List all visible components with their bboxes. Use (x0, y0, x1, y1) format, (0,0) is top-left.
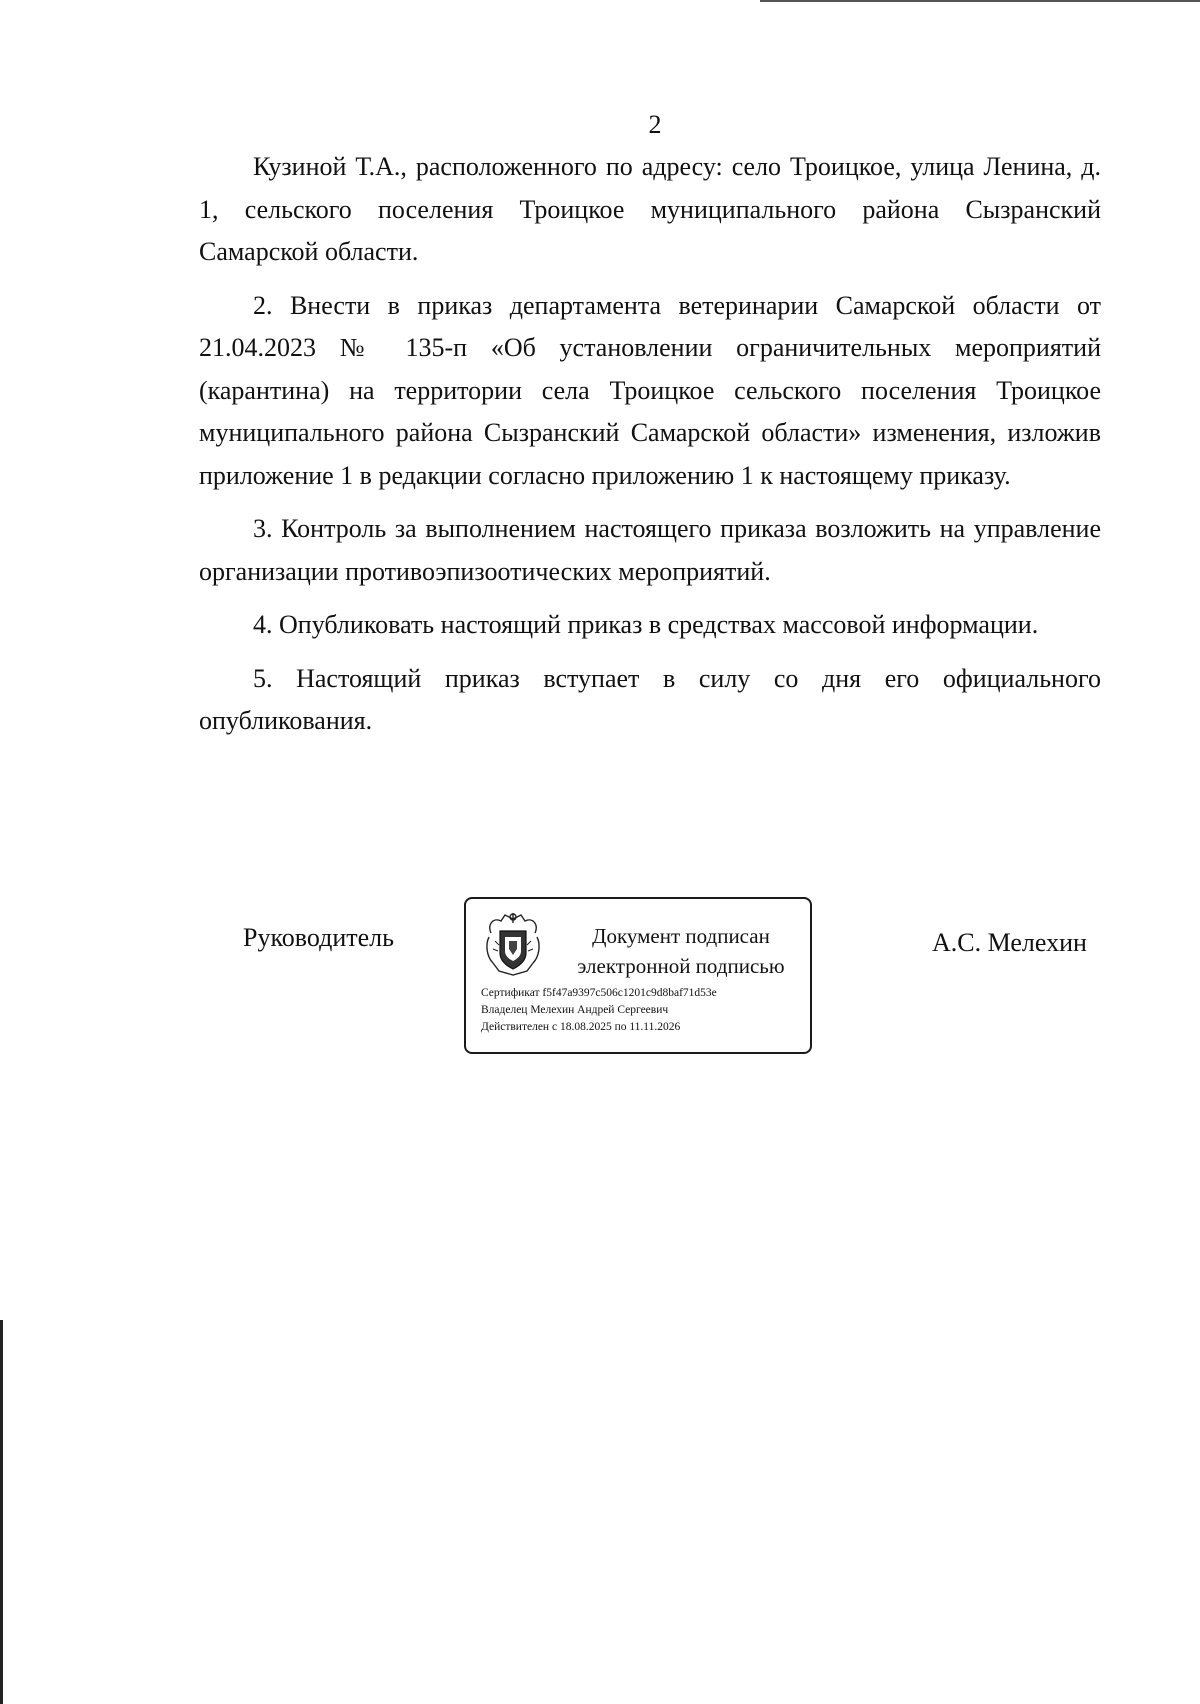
coat-of-arms-icon (483, 911, 543, 977)
stamp-title-line-1: Документ подписан (592, 924, 770, 948)
electronic-signature-stamp (464, 897, 812, 1054)
signatory-position: Руководитель (243, 923, 394, 952)
paragraph-continuation: Кузиной Т.А., расположенного по адресу: село Троицкое, улица Ленина, д. 1, сельского поселения Троицкое муниципального района Сызранский Самарской области. (199, 152, 1101, 266)
stamp-title-line-2: электронной подписью (577, 954, 785, 978)
paragraph-item-4: 4. Опубликовать настоящий приказ в средствах массовой информации. (253, 610, 1039, 639)
scan-edge-top (760, 0, 1200, 2)
certificate-number: Сертификат f5f47a9397c506c1201c9d8baf71d53e (481, 987, 717, 999)
stamp-details (481, 985, 717, 1036)
signature-block (0, 897, 1200, 1057)
paragraph-item-5: 5. Настоящий приказ вступает в силу со дня его официального опубликования. (199, 663, 1101, 735)
stamp-title (561, 921, 801, 981)
scan-edge-left (0, 1320, 3, 1704)
certificate-validity: Действителен с 18.08.2025 по 11.11.2026 (481, 1021, 681, 1033)
paragraph-item-2: 2. Внести в приказ департамента ветеринарии Самарской области от 21.04.2023 № 135-п «Об установлении ограничительных мероприятий (карантина) на территории села Троицкое сельского поселения Троицкое муниципального района Сызранский Самарской области» изменения, изложив приложение 1 в редакции согласно приложению 1 к настоящему приказу. (199, 290, 1101, 490)
document-body (199, 146, 1101, 754)
page-number: 2 (648, 110, 662, 139)
paragraph-item-3: 3. Контроль за выполнением настоящего приказа возложить на управление организации противоэпизоотических мероприятий. (199, 514, 1101, 586)
signatory-name: А.С. Мелехин (932, 928, 1087, 957)
certificate-owner: Владелец Мелехин Андрей Сергеевич (481, 1004, 669, 1016)
